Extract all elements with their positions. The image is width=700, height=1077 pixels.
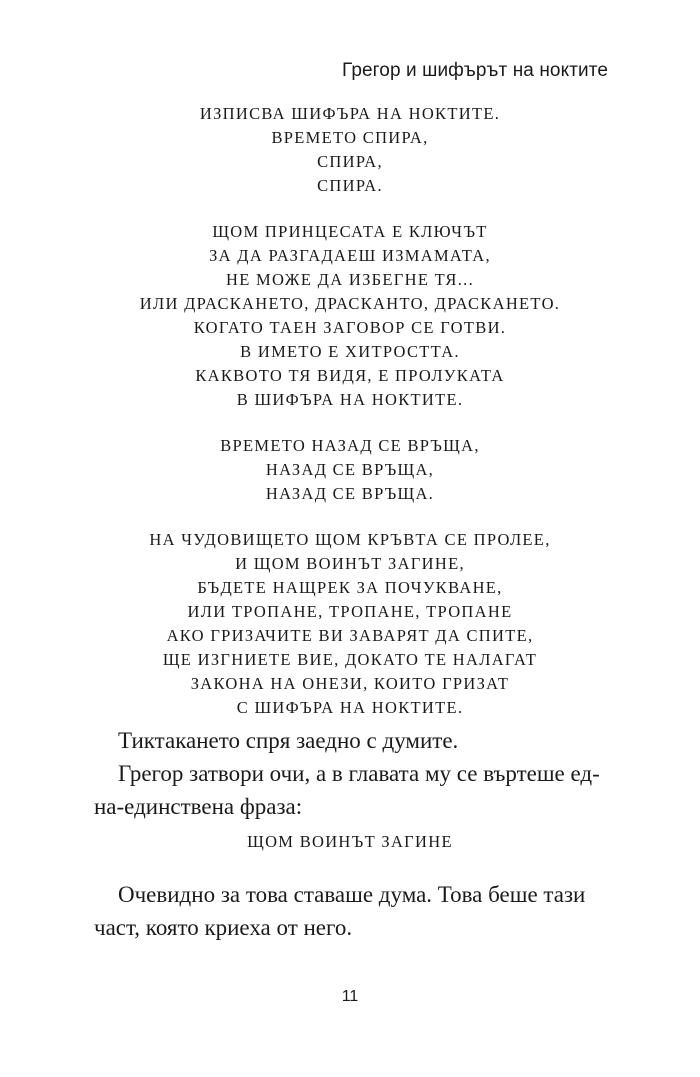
- poem-line: КОГАТО ТАЕН ЗАГОВОР СЕ ГОТВИ.: [193, 318, 507, 337]
- poem-line: НАЗАД СЕ ВРЪЩА,: [265, 460, 435, 479]
- poem-line: ИЛИ ДРАСКАНЕТО, ДРАСКАНТО, ДРАСКАНЕТО.: [139, 294, 561, 313]
- poem-stanza-4: [0, 528, 700, 720]
- poem-stanza-3: [0, 434, 700, 506]
- paragraph: Очевидно за това ставаше дума. Това беше тази част, която криеха от него.: [94, 882, 586, 940]
- poem-line: ВРЕМЕТО СПИРА,: [271, 128, 429, 147]
- poem-line: ЩЕ ИЗГНИЕТЕ ВИЕ, ДОКАТО ТЕ НАЛАГАТ: [162, 650, 538, 669]
- poem-line: В ШИФЪРА НА НОКТИТЕ.: [236, 390, 464, 409]
- poem: [0, 102, 700, 742]
- poem-stanza-2: [0, 220, 700, 412]
- poem-line: С ШИФЪРА НА НОКТИТЕ.: [236, 698, 464, 717]
- poem-line: КАКВОТО ТЯ ВИДЯ, Е ПРОЛУКАТА: [195, 366, 505, 385]
- running-header: Грегор и шифърът на ноктите: [342, 60, 608, 81]
- page-number: 11: [341, 988, 359, 1005]
- poem-line: И ЩОМ ВОИНЪТ ЗАГИНЕ,: [235, 554, 465, 573]
- quoted-verse-line: ЩОМ ВОИНЪТ ЗАГИНЕ: [247, 832, 453, 851]
- poem-line: АКО ГРИЗАЧИТЕ ВИ ЗАВАРЯТ ДА СПИТЕ,: [166, 626, 534, 645]
- paragraph: Тиктакането спря заедно с думите.: [118, 728, 459, 753]
- poem-line: СПИРА.: [317, 176, 383, 195]
- body-text-after-quote: [94, 878, 616, 944]
- poem-line: НЕ МОЖЕ ДА ИЗБЕГНЕ ТЯ...: [225, 270, 474, 289]
- poem-line: НА ЧУДОВИЩЕТО ЩОМ КРЪВТА СЕ ПРОЛЕЕ,: [149, 530, 551, 549]
- body-text-before-quote: [94, 724, 616, 823]
- poem-line: ЗАКОНА НА ОНЕЗИ, КОИТО ГРИЗАТ: [190, 674, 510, 693]
- poem-line: НАЗАД СЕ ВРЪЩА.: [265, 484, 435, 503]
- poem-line: СПИРА,: [317, 152, 383, 171]
- poem-line: ЩОМ ПРИНЦЕСАТА Е КЛЮЧЪТ: [212, 222, 488, 241]
- paragraph: Грегор затвори очи, а в главата му се въртеше ед-на-единствена фраза:: [94, 761, 600, 819]
- poem-line: ВРЕМЕТО НАЗАД СЕ ВРЪЩА,: [220, 436, 480, 455]
- poem-line: ЗА ДА РАЗГАДАЕШ ИЗМАМАТА,: [209, 246, 491, 265]
- poem-line: В ИМЕТО Е ХИТРОСТТА.: [240, 342, 460, 361]
- poem-line: ИЗПИСВА ШИФЪРА НА НОКТИТЕ.: [199, 104, 501, 123]
- poem-stanza-1: [0, 102, 700, 198]
- poem-line: БЪДЕТЕ НАЩРЕК ЗА ПОЧУКВАНЕ,: [197, 578, 503, 597]
- poem-line: ИЛИ ТРОПАНЕ, ТРОПАНЕ, ТРОПАНЕ: [187, 602, 513, 621]
